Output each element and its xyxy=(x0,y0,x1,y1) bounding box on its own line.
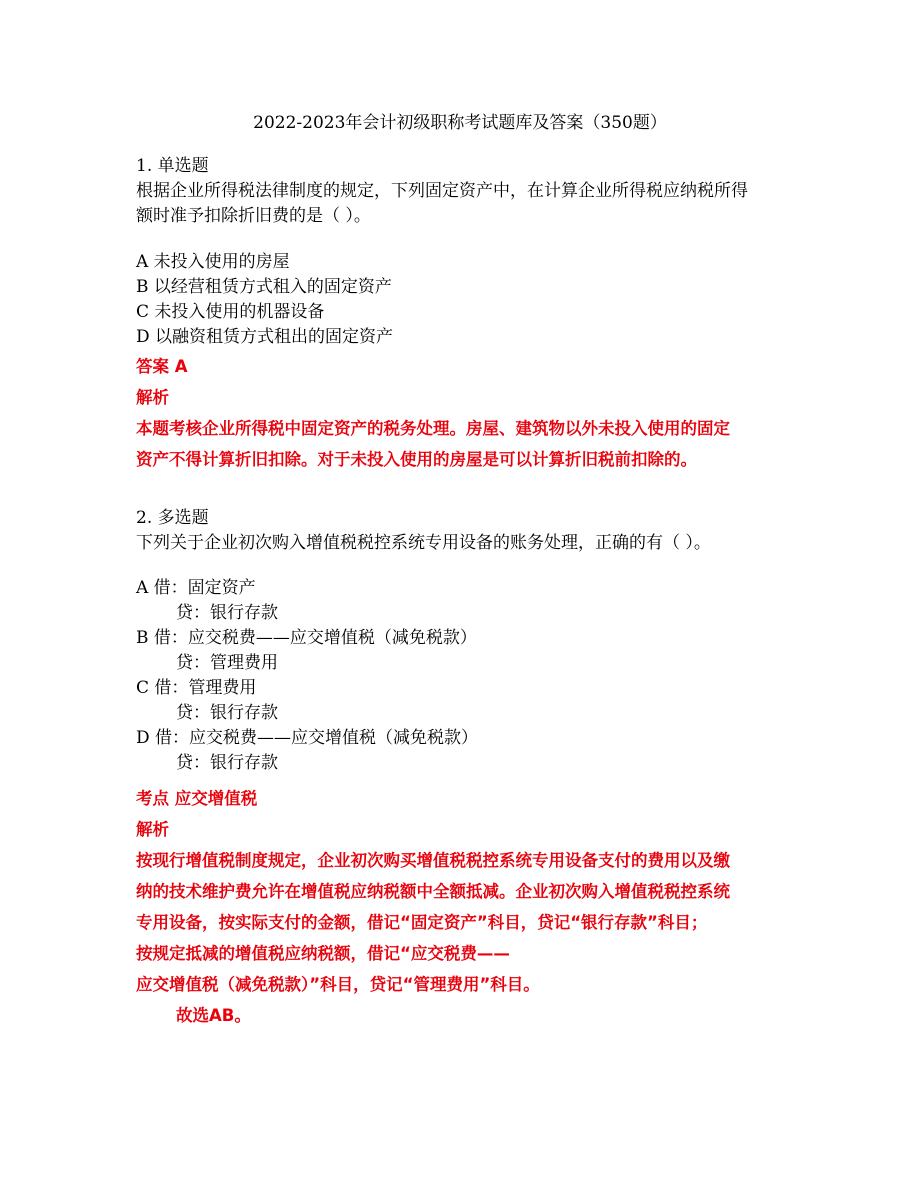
question-stem-line: 额时准予扣除折旧费的是（ ）。 xyxy=(136,206,371,226)
analysis-line: 资产不得计算折旧扣除。对于未投入使用的房屋是可以计算折旧税前扣除的。 xyxy=(136,450,697,469)
analysis-line: 应交增值税（减免税款）”科目，贷记“管理费用”科目。 xyxy=(136,975,540,994)
question-1 xyxy=(136,154,796,229)
question-stem-line: 下列关于企业初次购入增值税税控系统专用设备的账务处理，正确的有（ ）。 xyxy=(136,533,711,553)
option-d-credit: 贷：银行存款 xyxy=(176,753,278,773)
option-b: B 以经营租赁方式租入的固定资产 xyxy=(136,277,392,297)
question-1-answer-block xyxy=(136,351,796,475)
analysis-line: 按现行增值税制度规定，企业初次购买增值税税控系统专用设备支付的费用以及缴 xyxy=(136,851,730,870)
answer-line: 答案 A xyxy=(136,357,188,376)
option-b-credit: 贷：管理费用 xyxy=(176,653,278,673)
analysis-line: 专用设备，按实际支付的金额，借记“固定资产”科目，贷记“银行存款”科目； xyxy=(136,913,708,932)
option-c: C 未投入使用的机器设备 xyxy=(136,302,325,322)
option-b: B 借：应交税费——应交增值税（减免税款） xyxy=(136,628,477,648)
question-2-answer-block xyxy=(136,783,796,1031)
question-1-options xyxy=(136,250,796,350)
question-2-options xyxy=(136,576,796,776)
analysis-line: 按规定抵减的增值税应纳税额，借记“应交税费—— xyxy=(136,944,510,963)
option-a-credit: 贷：银行存款 xyxy=(176,603,278,623)
option-c-credit: 贷：银行存款 xyxy=(176,703,278,723)
conclusion-line: 故选AB。 xyxy=(176,1006,251,1025)
option-d: D 借：应交税费——应交增值税（减免税款） xyxy=(136,728,479,748)
option-c: C 借：管理费用 xyxy=(136,678,257,698)
question-2 xyxy=(136,506,796,556)
question-header: 2. 多选题 xyxy=(136,508,209,528)
point-line: 考点 应交增值税 xyxy=(136,789,258,808)
analysis-line: 本题考核企业所得税中固定资产的税务处理。房屋、建筑物以外未投入使用的固定 xyxy=(136,419,730,438)
analysis-line: 纳的技术维护费允许在增值税应纳税额中全额抵减。企业初次购入增值税税控系统 xyxy=(136,882,730,901)
question-stem-line: 根据企业所得税法律制度的规定，下列固定资产中，在计算企业所得税应纳税所得 xyxy=(136,181,748,201)
option-a: A 借：固定资产 xyxy=(136,578,256,598)
analysis-label: 解析 xyxy=(136,388,169,407)
question-header: 1. 单选题 xyxy=(136,156,209,176)
option-a: A 未投入使用的房屋 xyxy=(136,252,290,272)
document-title: 2022-2023年会计初级职称考试题库及答案（350题） xyxy=(253,113,667,133)
option-d: D 以融资租赁方式租出的固定资产 xyxy=(136,327,394,347)
analysis-label: 解析 xyxy=(136,820,169,839)
